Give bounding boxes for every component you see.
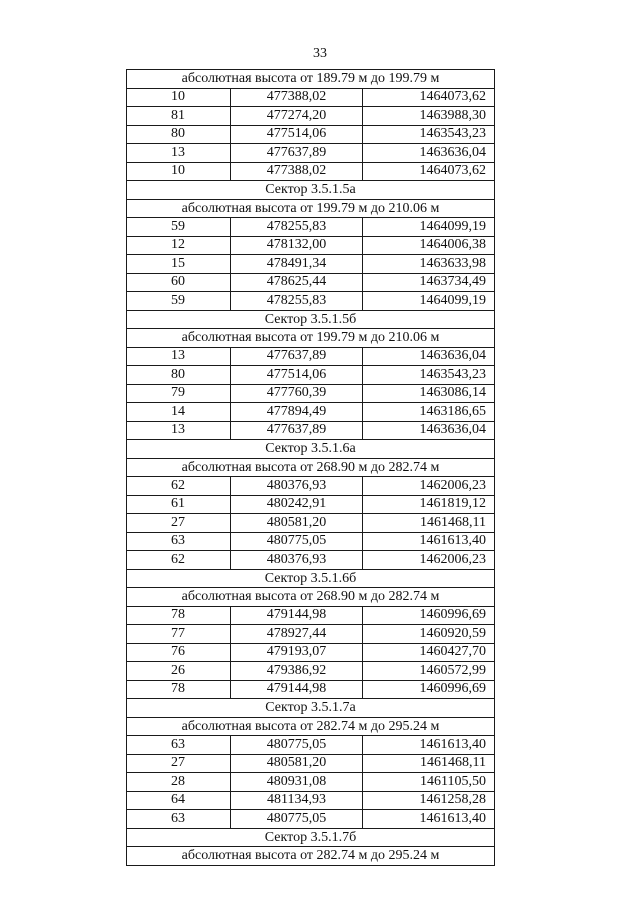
table-row bbox=[127, 403, 495, 422]
x-coordinate: 478927,44 bbox=[231, 625, 363, 644]
table-row bbox=[127, 273, 495, 292]
sector-title: Сектор 3.5.1.7б bbox=[127, 828, 495, 847]
point-number: 26 bbox=[127, 662, 231, 681]
sector-title: Сектор 3.5.1.6б bbox=[127, 569, 495, 588]
x-coordinate: 480581,20 bbox=[231, 754, 363, 773]
table-row bbox=[127, 421, 495, 440]
y-coordinate: 1460427,70 bbox=[363, 643, 495, 662]
altitude-range-row bbox=[127, 717, 495, 736]
y-coordinate: 1463543,23 bbox=[363, 125, 495, 144]
y-coordinate: 1462006,23 bbox=[363, 477, 495, 496]
table-row bbox=[127, 236, 495, 255]
y-coordinate: 1464099,19 bbox=[363, 218, 495, 237]
x-coordinate: 480931,08 bbox=[231, 773, 363, 792]
x-coordinate: 477760,39 bbox=[231, 384, 363, 403]
point-number: 61 bbox=[127, 495, 231, 514]
x-coordinate: 477274,20 bbox=[231, 107, 363, 126]
y-coordinate: 1463636,04 bbox=[363, 144, 495, 163]
sector-title: Сектор 3.5.1.5б bbox=[127, 310, 495, 329]
altitude-range-row bbox=[127, 847, 495, 866]
altitude-range: абсолютная высота от 199.79 м до 210.06 м bbox=[127, 199, 495, 218]
table-row bbox=[127, 810, 495, 829]
x-coordinate: 477388,02 bbox=[231, 88, 363, 107]
point-number: 10 bbox=[127, 162, 231, 181]
table-row bbox=[127, 680, 495, 699]
table-row bbox=[127, 292, 495, 311]
sector-title-row bbox=[127, 181, 495, 200]
altitude-range: абсолютная высота от 282.74 м до 295.24 м bbox=[127, 717, 495, 736]
point-number: 27 bbox=[127, 754, 231, 773]
point-number: 28 bbox=[127, 773, 231, 792]
y-coordinate: 1463734,49 bbox=[363, 273, 495, 292]
table-row bbox=[127, 366, 495, 385]
altitude-range-row bbox=[127, 70, 495, 89]
table-row bbox=[127, 144, 495, 163]
point-number: 12 bbox=[127, 236, 231, 255]
y-coordinate: 1460920,59 bbox=[363, 625, 495, 644]
point-number: 81 bbox=[127, 107, 231, 126]
x-coordinate: 480775,05 bbox=[231, 736, 363, 755]
table-row bbox=[127, 384, 495, 403]
table-row bbox=[127, 643, 495, 662]
x-coordinate: 479386,92 bbox=[231, 662, 363, 681]
table-row bbox=[127, 736, 495, 755]
y-coordinate: 1460572,99 bbox=[363, 662, 495, 681]
altitude-range-row bbox=[127, 588, 495, 607]
sector-title-row bbox=[127, 569, 495, 588]
table-row bbox=[127, 514, 495, 533]
sector-title: Сектор 3.5.1.5а bbox=[127, 181, 495, 200]
table-row bbox=[127, 255, 495, 274]
point-number: 13 bbox=[127, 421, 231, 440]
y-coordinate: 1464073,62 bbox=[363, 162, 495, 181]
y-coordinate: 1461613,40 bbox=[363, 810, 495, 829]
y-coordinate: 1461613,40 bbox=[363, 532, 495, 551]
y-coordinate: 1461258,28 bbox=[363, 791, 495, 810]
table-row bbox=[127, 162, 495, 181]
table-row bbox=[127, 773, 495, 792]
y-coordinate: 1464099,19 bbox=[363, 292, 495, 311]
x-coordinate: 480242,91 bbox=[231, 495, 363, 514]
point-number: 62 bbox=[127, 477, 231, 496]
x-coordinate: 478132,00 bbox=[231, 236, 363, 255]
table-row bbox=[127, 532, 495, 551]
x-coordinate: 477637,89 bbox=[231, 144, 363, 163]
altitude-range-row bbox=[127, 458, 495, 477]
point-number: 13 bbox=[127, 144, 231, 163]
table-row bbox=[127, 125, 495, 144]
x-coordinate: 477388,02 bbox=[231, 162, 363, 181]
y-coordinate: 1461468,11 bbox=[363, 514, 495, 533]
y-coordinate: 1461819,12 bbox=[363, 495, 495, 514]
y-coordinate: 1460996,69 bbox=[363, 680, 495, 699]
altitude-range: абсолютная высота от 268.90 м до 282.74 м bbox=[127, 458, 495, 477]
point-number: 60 bbox=[127, 273, 231, 292]
point-number: 77 bbox=[127, 625, 231, 644]
sector-title: Сектор 3.5.1.7а bbox=[127, 699, 495, 718]
x-coordinate: 480775,05 bbox=[231, 532, 363, 551]
x-coordinate: 479144,98 bbox=[231, 680, 363, 699]
point-number: 80 bbox=[127, 366, 231, 385]
y-coordinate: 1464006,38 bbox=[363, 236, 495, 255]
point-number: 10 bbox=[127, 88, 231, 107]
table-row bbox=[127, 88, 495, 107]
x-coordinate: 481134,93 bbox=[231, 791, 363, 810]
point-number: 64 bbox=[127, 791, 231, 810]
y-coordinate: 1462006,23 bbox=[363, 551, 495, 570]
point-number: 14 bbox=[127, 403, 231, 422]
table-row bbox=[127, 791, 495, 810]
altitude-range: абсолютная высота от 268.90 м до 282.74 м bbox=[127, 588, 495, 607]
point-number: 76 bbox=[127, 643, 231, 662]
x-coordinate: 479193,07 bbox=[231, 643, 363, 662]
y-coordinate: 1461613,40 bbox=[363, 736, 495, 755]
altitude-range-row bbox=[127, 199, 495, 218]
altitude-range: абсолютная высота от 199.79 м до 210.06 м bbox=[127, 329, 495, 348]
table-row bbox=[127, 218, 495, 237]
x-coordinate: 479144,98 bbox=[231, 606, 363, 625]
point-number: 80 bbox=[127, 125, 231, 144]
point-number: 27 bbox=[127, 514, 231, 533]
y-coordinate: 1463636,04 bbox=[363, 347, 495, 366]
x-coordinate: 477637,89 bbox=[231, 347, 363, 366]
point-number: 62 bbox=[127, 551, 231, 570]
x-coordinate: 477637,89 bbox=[231, 421, 363, 440]
point-number: 13 bbox=[127, 347, 231, 366]
point-number: 63 bbox=[127, 736, 231, 755]
point-number: 59 bbox=[127, 292, 231, 311]
x-coordinate: 478625,44 bbox=[231, 273, 363, 292]
table-row bbox=[127, 551, 495, 570]
x-coordinate: 478255,83 bbox=[231, 218, 363, 237]
sector-title-row bbox=[127, 440, 495, 459]
page-number: 33 bbox=[313, 46, 327, 61]
y-coordinate: 1463086,14 bbox=[363, 384, 495, 403]
point-number: 78 bbox=[127, 680, 231, 699]
table-row bbox=[127, 754, 495, 773]
x-coordinate: 480775,05 bbox=[231, 810, 363, 829]
altitude-range: абсолютная высота от 189.79 м до 199.79 м bbox=[127, 70, 495, 89]
coordinates-table-body bbox=[127, 70, 495, 866]
table-row bbox=[127, 477, 495, 496]
sector-title: Сектор 3.5.1.6а bbox=[127, 440, 495, 459]
x-coordinate: 480581,20 bbox=[231, 514, 363, 533]
altitude-range: абсолютная высота от 282.74 м до 295.24 м bbox=[127, 847, 495, 866]
y-coordinate: 1460996,69 bbox=[363, 606, 495, 625]
table-row bbox=[127, 606, 495, 625]
altitude-range-row bbox=[127, 329, 495, 348]
y-coordinate: 1461468,11 bbox=[363, 754, 495, 773]
x-coordinate: 477514,06 bbox=[231, 125, 363, 144]
table-row bbox=[127, 347, 495, 366]
table-row bbox=[127, 625, 495, 644]
y-coordinate: 1463988,30 bbox=[363, 107, 495, 126]
x-coordinate: 480376,93 bbox=[231, 551, 363, 570]
sector-title-row bbox=[127, 310, 495, 329]
sector-title-row bbox=[127, 828, 495, 847]
x-coordinate: 477514,06 bbox=[231, 366, 363, 385]
coordinates-table bbox=[126, 69, 495, 866]
point-number: 78 bbox=[127, 606, 231, 625]
point-number: 15 bbox=[127, 255, 231, 274]
table-row bbox=[127, 495, 495, 514]
y-coordinate: 1461105,50 bbox=[363, 773, 495, 792]
table-row bbox=[127, 662, 495, 681]
y-coordinate: 1464073,62 bbox=[363, 88, 495, 107]
point-number: 63 bbox=[127, 810, 231, 829]
x-coordinate: 478491,34 bbox=[231, 255, 363, 274]
point-number: 79 bbox=[127, 384, 231, 403]
y-coordinate: 1463636,04 bbox=[363, 421, 495, 440]
point-number: 63 bbox=[127, 532, 231, 551]
y-coordinate: 1463543,23 bbox=[363, 366, 495, 385]
point-number: 59 bbox=[127, 218, 231, 237]
y-coordinate: 1463186,65 bbox=[363, 403, 495, 422]
x-coordinate: 478255,83 bbox=[231, 292, 363, 311]
table-row bbox=[127, 107, 495, 126]
x-coordinate: 480376,93 bbox=[231, 477, 363, 496]
y-coordinate: 1463633,98 bbox=[363, 255, 495, 274]
x-coordinate: 477894,49 bbox=[231, 403, 363, 422]
sector-title-row bbox=[127, 699, 495, 718]
